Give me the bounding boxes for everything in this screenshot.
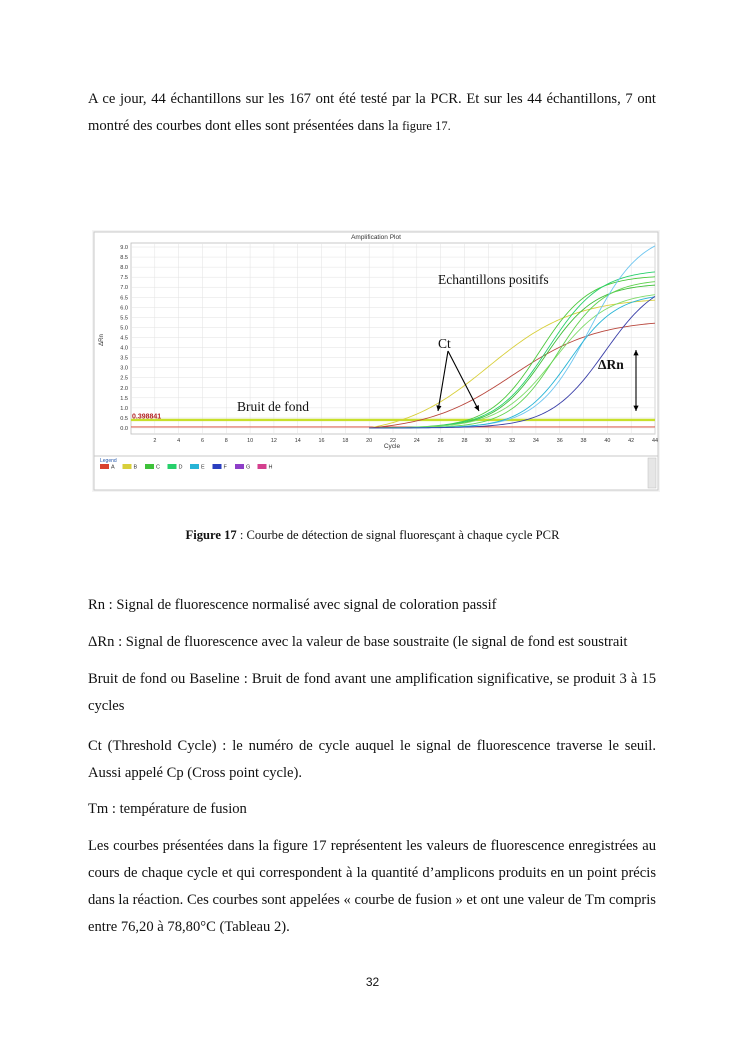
page-number: 32 <box>365 975 380 989</box>
delta-rn-label: ΔRn <box>598 357 624 372</box>
legend-swatch-B <box>123 464 132 469</box>
x-tick-label: 12 <box>270 438 277 444</box>
y-axis-label: ΔRn <box>99 334 105 346</box>
y-tick-label: 4.0 <box>120 345 128 352</box>
x-tick-label: 44 <box>652 438 658 444</box>
y-tick-label: 2.5 <box>120 375 128 382</box>
amplification-plot-figure <box>92 230 660 492</box>
threshold-value-label: 0.398841 <box>132 413 162 421</box>
legend-label-D: D <box>178 464 183 471</box>
y-tick-label: 3.5 <box>120 355 128 362</box>
x-tick-label: 16 <box>318 438 325 444</box>
legend-scrollbar[interactable] <box>648 458 656 488</box>
y-tick-label: 1.5 <box>120 395 128 402</box>
x-tick-label: 20 <box>366 438 373 444</box>
figure-caption <box>0 528 745 543</box>
legend-swatch-E <box>190 464 199 469</box>
x-tick-label: 38 <box>580 438 587 444</box>
y-tick-label: 5.5 <box>120 315 128 322</box>
definition-delta-rn: ΔRn : Signal de fluorescence avec la valeur de base soustraite (le signal de fond est soustrait <box>88 634 628 650</box>
y-tick-label: 2.0 <box>120 385 128 392</box>
y-tick-label: 8.5 <box>120 255 128 262</box>
x-tick-label: 14 <box>294 438 301 444</box>
legend-label-G: G <box>246 464 251 471</box>
x-tick-label: 30 <box>485 438 492 444</box>
legend-label-A: A <box>111 464 115 471</box>
x-tick-label: 18 <box>342 438 349 444</box>
y-tick-label: 4.5 <box>120 335 128 342</box>
x-tick-label: 8 <box>224 438 228 444</box>
x-tick-label: 24 <box>413 438 420 444</box>
y-tick-label: 7.0 <box>120 285 128 292</box>
definition-baseline: Bruit de fond ou Baseline : Bruit de fond avant une amplification significative, se produit 3 à 15 cycles <box>88 671 656 714</box>
legend-swatch-A <box>100 464 109 469</box>
x-tick-label: 28 <box>461 438 468 444</box>
y-tick-label: 8.0 <box>120 265 128 272</box>
caption-label: Figure 17 <box>185 528 237 542</box>
y-tick-label: 0.0 <box>120 425 128 432</box>
legend-label-E: E <box>201 464 205 471</box>
intro-paragraph <box>88 86 656 140</box>
x-axis-label: Cycle <box>383 443 401 450</box>
y-tick-label: 7.5 <box>120 275 128 282</box>
x-tick-label: 4 <box>177 438 181 444</box>
x-tick-label: 40 <box>604 438 611 444</box>
positive-samples-label: Echantillons positifs <box>438 272 549 287</box>
legend-label-F: F <box>223 464 227 471</box>
y-tick-label: 6.5 <box>120 295 128 302</box>
legend-title: Legend <box>100 458 117 464</box>
x-tick-label: 10 <box>247 438 254 444</box>
y-tick-label: 5.0 <box>120 325 128 332</box>
conclusion-paragraph: Les courbes présentées dans la figure 17 représentent les valeurs de fluorescence enregistrées au cours de chaque cycle et qui correspondent à la quantité d’amplicons produits en un point précis dans la réaction. Ces courbes sont appelées « courbe de fusion » et ont une valeur de Tm compris entre 76,20 à 78,80°C (Tableau 2). <box>88 838 656 935</box>
background-noise-label: Bruit de fond <box>237 399 309 414</box>
y-tick-label: 9.0 <box>120 245 128 252</box>
definition-ct: Ct (Threshold Cycle) : le numéro de cycle auquel le signal de fluorescence traverse le seuil. Aussi appelé Cp (Cross point cycle). <box>88 738 656 781</box>
x-tick-label: 42 <box>628 438 635 444</box>
legend-swatch-C <box>145 464 154 469</box>
x-tick-label: 6 <box>200 438 204 444</box>
x-tick-label: 22 <box>390 438 396 444</box>
legend-label-C: C <box>156 464 160 471</box>
amplification-plot <box>92 230 660 492</box>
legend-swatch-D <box>168 464 177 469</box>
x-tick-label: 26 <box>437 438 444 444</box>
legend-swatch-H <box>258 464 267 469</box>
x-tick-label: 34 <box>532 438 539 444</box>
definition-tm: Tm : température de fusion <box>88 801 247 817</box>
x-tick-label: 36 <box>556 438 563 444</box>
y-tick-label: 6.0 <box>120 305 128 312</box>
figure-reference: figure 17. <box>402 119 451 133</box>
legend-label-B: B <box>133 464 138 471</box>
intro-text: A ce jour, 44 échantillons sur les 167 ont été testé par la PCR. Et sur les 44 échantillons, 7 ont montré des courbes dont elles sont présentées dans la <box>88 91 656 134</box>
legend-swatch-F <box>213 464 222 469</box>
y-tick-label: 1.0 <box>120 405 128 412</box>
x-tick-label: 32 <box>509 438 516 444</box>
y-tick-label: 0.5 <box>120 415 128 422</box>
legend-swatch-G <box>235 464 244 469</box>
legend-label-H: H <box>268 464 273 471</box>
caption-text: : Courbe de détection de signal fluoresçant à chaque cycle PCR <box>236 528 560 542</box>
definition-rn: Rn : Signal de fluorescence normalisé avec signal de coloration passif <box>88 597 497 613</box>
chart-title: Amplification Plot <box>351 234 401 241</box>
ct-label: Ct <box>438 336 451 351</box>
x-tick-label: 2 <box>153 438 157 444</box>
y-tick-label: 3.0 <box>120 365 128 372</box>
